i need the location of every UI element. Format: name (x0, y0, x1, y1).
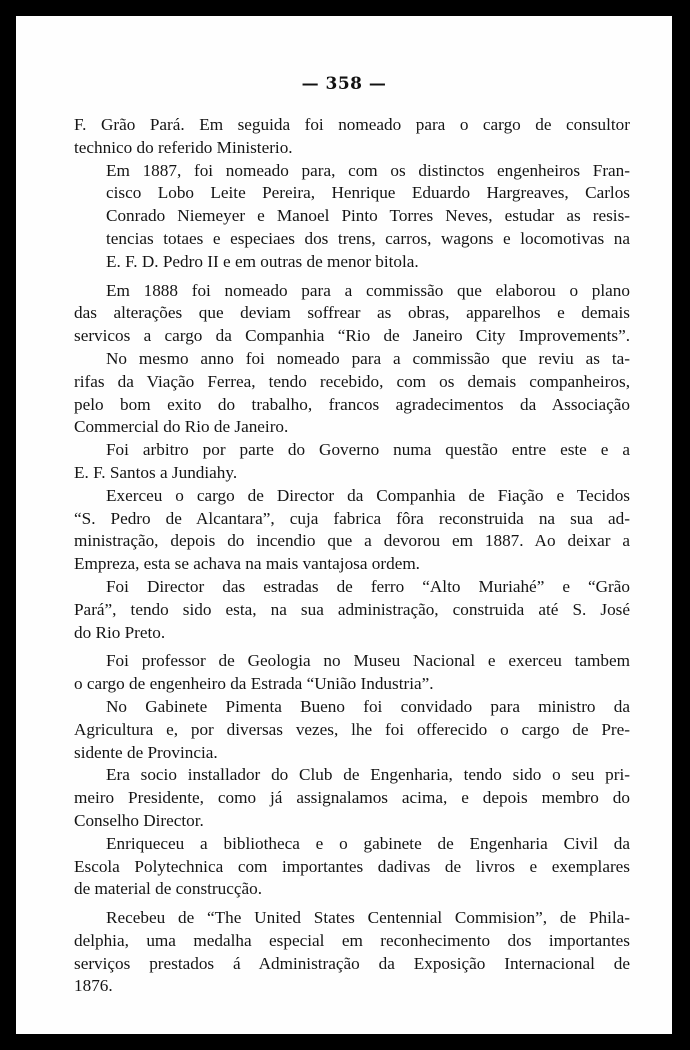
text-line: servicos a cargo da Companhia “Rio de Janeiro City Improvements”. (74, 326, 630, 346)
text-line: 1876. (74, 976, 113, 996)
paragraph (74, 696, 630, 764)
paragraph (74, 160, 630, 274)
text-line: delphia, uma medalha especial em reconhecimento dos importantes (74, 930, 630, 950)
text-line: Pará”, tendo sido esta, na sua administração, construida até S. José (74, 599, 630, 619)
paragraph (74, 485, 630, 576)
text-line: “S. Pedro de Alcantara”, cuja fabrica fôra reconstruida na sua ad- (74, 508, 630, 528)
text-line: Em 1888 foi nomeado para a commissão que elaborou o plano (106, 280, 630, 300)
text-line: Commercial do Rio de Janeiro. (74, 417, 289, 437)
paragraph (74, 907, 630, 998)
text-line: Foi Director das estradas de ferro “Alto Muriahé” e “Grão (106, 576, 630, 596)
text-line: No Gabinete Pimenta Bueno foi convidado para ministro da (106, 696, 630, 716)
paragraph (74, 764, 630, 832)
text-line: rifas da Viação Ferrea, tendo recebido, com os demais companheiros, (74, 371, 630, 391)
text-line: Conrado Niemeyer e Manoel Pinto Torres Neves, estudar as resis- (106, 206, 630, 226)
text-line: technico do referido Ministerio. (74, 137, 293, 157)
paragraph (74, 348, 630, 439)
text-line: Empreza, esta se achava na mais vantajosa ordem. (74, 554, 420, 574)
text-line: Agricultura e, por diversas vezes, lhe foi offerecido o cargo de Pre- (74, 719, 630, 739)
book-page (16, 16, 672, 1034)
paragraph (74, 576, 630, 644)
text-line: E. F. D. Pedro II e em outras de menor bitola. (106, 251, 419, 271)
text-line: Escola Polytechnica com importantes dadivas de livros e exemplares (74, 856, 630, 876)
text-line: No mesmo anno foi nomeado para a commissão que reviu as ta- (106, 348, 630, 368)
text-line: Enriqueceu a bibliotheca e o gabinete de Engenharia Civil da (106, 833, 630, 853)
paragraph (74, 280, 630, 348)
text-line: sidente de Provincia. (74, 742, 218, 762)
text-line: Foi professor de Geologia no Museu Nacional e exerceu tambem (106, 651, 630, 671)
paragraph (74, 114, 630, 160)
paragraph (74, 439, 630, 485)
text-line: de material de construcção. (74, 879, 263, 899)
page-number: — 358 — (301, 74, 387, 94)
text-line: meiro Presidente, como já assignalamos acima, e depois membro do (74, 788, 630, 808)
paragraph (74, 833, 630, 901)
text-line: Foi arbitro por parte do Governo numa questão entre este e a (106, 440, 630, 460)
text-line: Em 1887, foi nomeado para, com os distinctos engenheiros Fran- (106, 160, 630, 180)
text-line: F. Grão Pará. Em seguida foi nomeado para o cargo de consultor (74, 115, 630, 134)
text-line: serviços prestados á Administração da Exposição Internacional de (74, 953, 630, 973)
text-line: cisco Lobo Leite Pereira, Henrique Eduardo Hargreaves, Carlos (106, 183, 630, 203)
text-line: o cargo de engenheiro da Estrada “União Industria”. (74, 674, 434, 694)
text-line: pelo bom exito do trabalho, francos agradecimentos da Associação (74, 394, 630, 414)
body-text (74, 114, 630, 998)
paragraph (74, 650, 630, 696)
text-line: Exerceu o cargo de Director da Companhia de Fiação e Tecidos (106, 485, 630, 505)
text-line: Era socio installador do Club de Engenharia, tendo sido o seu pri- (106, 765, 630, 785)
text-line: ministração, depois do incendio que a devorou em 1887. Ao deixar a (74, 531, 630, 551)
text-line: E. F. Santos a Jundiahy. (74, 462, 238, 482)
text-line: Conselho Director. (74, 810, 204, 830)
text-line: tencias totaes e especiaes dos trens, carros, wagons e locomotivas na (106, 228, 630, 248)
text-line: do Rio Preto. (74, 622, 166, 642)
text-line: das alterações que deviam soffrear as obras, apparelhos e demais (74, 303, 630, 323)
text-line: Recebeu de “The United States Centennial Commision”, de Phila- (106, 908, 630, 928)
